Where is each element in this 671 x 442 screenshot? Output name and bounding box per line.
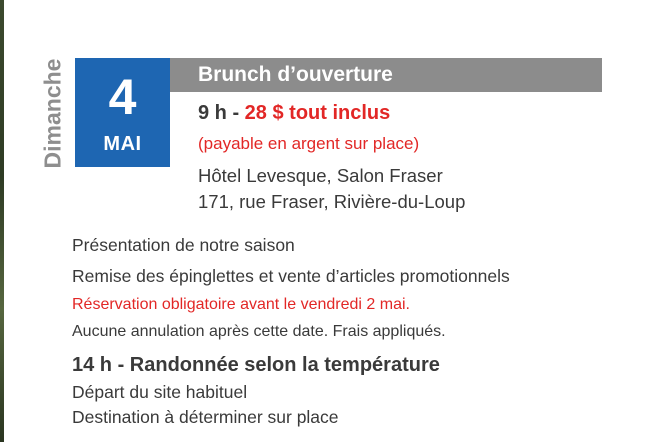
weekday-label [34,58,72,168]
hike-destination: Destination à déterminer sur place [72,407,339,427]
day-number: 4 [108,69,137,125]
hike-departure: Départ du site habituel [72,382,248,402]
time-price-line [198,102,390,125]
venue-name: Hôtel Levesque, Salon Fraser [198,165,443,186]
left-edge-strip [0,0,4,442]
date-box [75,58,170,167]
reservation-notice: Réservation obligatoire avant le vendredi 2 mai. [72,296,410,313]
event-title: Brunch d’ouverture [198,63,393,86]
event-price: 28 $ tout inclus [244,102,391,124]
weekday-text: Dimanche [39,58,66,168]
pins-text: Remise des épinglettes et vente d’articles promotionnels [72,266,510,286]
venue-address: 171, rue Fraser, Rivière-du-Loup [198,191,466,212]
event-time: 9 h - [198,102,245,124]
event-title-bar [170,58,602,92]
cancellation-notice: Aucune annulation après cette date. Frais appliqués. [72,323,446,340]
payment-note: (payable en argent sur place) [198,134,420,153]
presentation-text: Présentation de notre saison [72,235,295,255]
hike-title: 14 h - Randonnée selon la température [72,354,440,376]
month-label: MAI [103,133,142,155]
